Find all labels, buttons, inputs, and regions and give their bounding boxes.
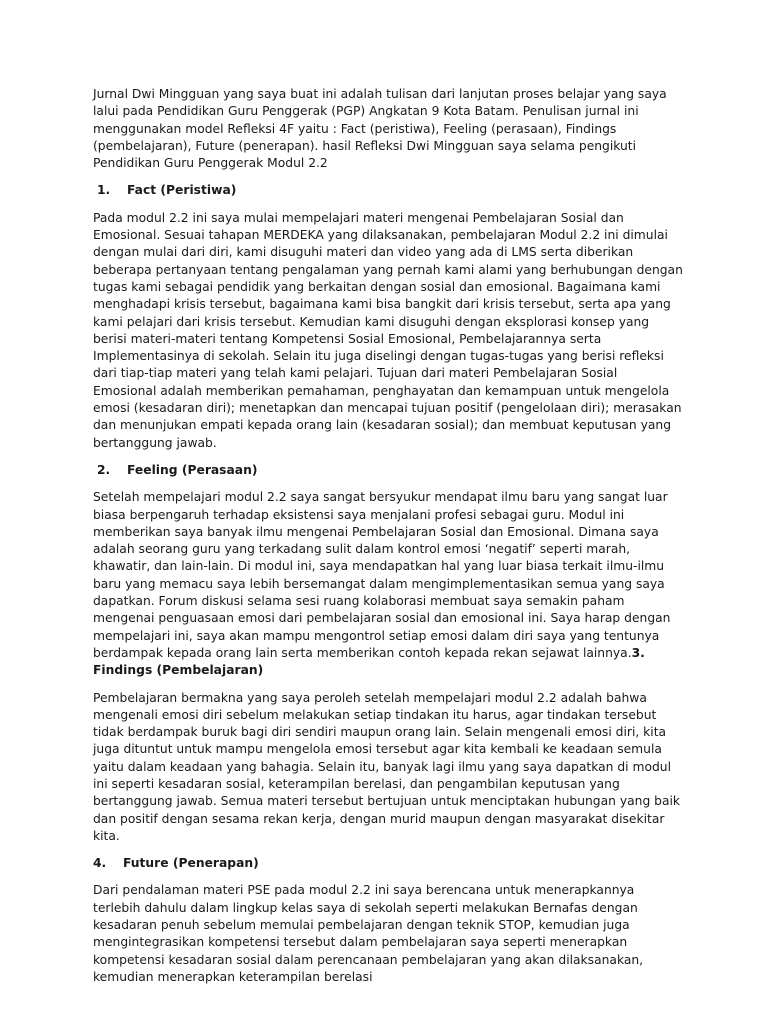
section-number: 4. — [93, 856, 107, 871]
section-number: 3. — [631, 645, 645, 660]
section-heading-fact — [93, 182, 683, 199]
section-heading-future — [93, 855, 683, 872]
section-number: 2. — [97, 462, 111, 477]
section-body-text: Setelah mempelajari modul 2.2 saya sangat bersyukur mendapat ilmu baru yang sangat luar biasa berpengaruh terhadap eksistensi saya menjalani profesi sebagai guru. Modul ini memberikan saya banyak ilmu mengenai Pembelajaran Sosial dan Emosional. Dimana saya adalah seorang guru yang terkadang sulit dalam kontrol emosi ‘negatif’ seperti marah, khawatir, dan lain-lain. Di modul ini, saya mendapatkan hal yang luar biasa terkait ilmu-ilmu baru yang memacu saya lebih bersemangat dalam mengimplementasikan semua yang saya dapatkan. Forum diskusi selama sesi ruang kolaborasi membuat saya semakin paham mengenai penguasaan emosi dari pembelajaran sosial dan emosional ini. Saya harap dengan mempelajari ini, saya akan mampu mengontrol setiap emosi dalam diri saya yang tentunya berdampak kepada orang lain serta memberikan contoh kepada rekan sejawat lainnya. — [93, 490, 671, 660]
section-title: Future (Penerapan) — [123, 856, 259, 871]
document-page — [93, 86, 683, 996]
section-number: 1. — [97, 183, 111, 198]
section-title: Feeling (Perasaan) — [127, 462, 258, 477]
section-body-feeling — [93, 489, 683, 679]
section-title: Fact (Peristiwa) — [127, 183, 237, 198]
section-title: Findings (Pembelajaran) — [93, 663, 264, 678]
section-body-fact: Pada modul 2.2 ini saya mulai mempelajari materi mengenai Pembelajaran Sosial dan Emosional. Sesuai tahapan MERDEKA yang dilaksanakan, pembelajaran Modul 2.2 ini dimulai dengan mulai dari diri, kami disuguhi materi dan video yang ada di LMS serta diberikan beberapa pertanyaan tentang pengalaman yang pernah kami alami yang berhubungan dengan tugas kami sebagai pendidik yang berkaitan dengan sosial dan emosional. Bagaimana kami menghadapi krisis tersebut, bagaimana kami bisa bangkit dari krisis tersebut, serta apa yang kami pelajari dari krisis tersebut. Kemudian kami disuguhi dengan eksplorasi konsep yang berisi materi-materi tentang Kompetensi Sosial Emosional, Pembelajarannya serta Implementasinya di sekolah. Selain itu juga diselingi dengan tugas-tugas yang berisi refleksi dari tiap-tiap materi yang telah kami pelajari. Tujuan dari materi Pembelajaran Sosial Emosional adalah memberikan pemahaman, penghayatan dan kemampuan untuk mengelola emosi (kesadaran diri); menetapkan dan mencapai tujuan positif (pengelolaan diri); merasakan dan menunjukan empati kepada orang lain (kesadaran sosial); dan membuat keputusan yang bertanggung jawab. — [93, 210, 683, 450]
section-heading-feeling — [93, 462, 683, 479]
section-body-future: Dari pendalaman materi PSE pada modul 2.2 ini saya berencana untuk menerapkannya terlebih dahulu dalam lingkup kelas saya di sekolah seperti melakukan Bernafas dengan kesadaran penuh sebelum memulai pembelajaran dengan teknik STOP, kemudian juga mengintegrasikan kompetensi tersebut dalam pembelajaran saya seperti menerapkan kompetensi kesadaran sosial dalam perencanaan pembelajaran yang akan dilaksanakan, kemudian menerapkan keterampilan berelasi — [93, 883, 644, 984]
section-body-findings: Pembelajaran bermakna yang saya peroleh setelah mempelajari modul 2.2 adalah bahwa mengenali emosi diri sebelum melakukan setiap tindakan itu harus, agar tindakan tersebut tidak berdampak buruk bagi diri sendiri maupun orang lain. Selain mengenali emosi diri, kita juga dituntut untuk mampu mengelola emosi tersebut agar kita kembali ke keadaan semula yaitu dalam keadaan yang bahagia. Selain itu, banyak lagi ilmu yang saya dapatkan di modul ini seperti kesadaran sosial, keterampilan berelasi, dan pengambilan keputusan yang bertanggung jawab. Semua materi tersebut bertujuan untuk menciptakan hubungan yang baik dan positif dengan sesama rekan kerja, dengan murid maupun dengan masyarakat disekitar kita. — [93, 690, 681, 843]
intro-paragraph: Jurnal Dwi Mingguan yang saya buat ini adalah tulisan dari lanjutan proses belajar yang saya lalui pada Pendidikan Guru Penggerak (PGP) Angkatan 9 Kota Batam. Penulisan jurnal ini menggunakan model Refleksi 4F yaitu : Fact (peristiwa), Feeling (perasaan), Findings (pembelajaran), Future (penerapan). hasil Refleksi Dwi Mingguan saya selama pengikuti Pendidikan Guru Penggerak Modul 2.2 — [93, 87, 667, 171]
